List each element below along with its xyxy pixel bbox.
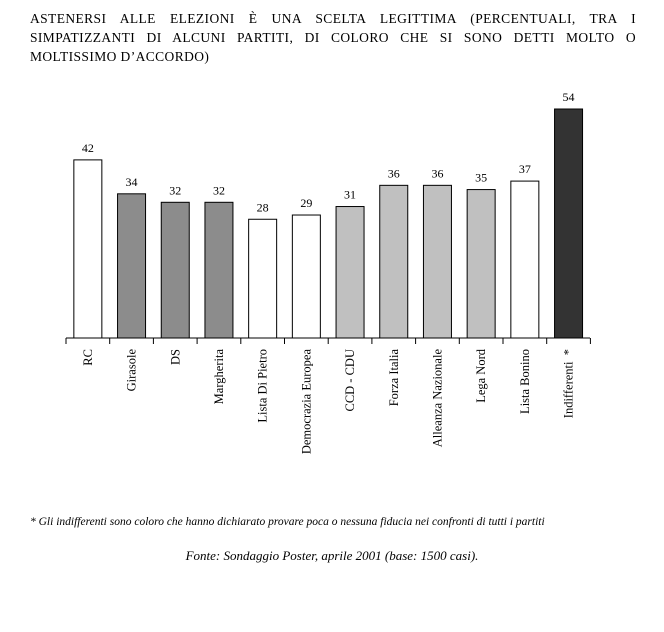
- bar: [205, 202, 233, 338]
- x-tick-label: Margherita: [211, 349, 226, 405]
- data-label: 35: [475, 170, 488, 185]
- bar: [249, 219, 277, 338]
- data-label: 32: [212, 183, 225, 198]
- data-label: 32: [169, 183, 182, 198]
- x-tick-label: Lista Bonino: [517, 349, 532, 414]
- bar: [118, 194, 146, 338]
- x-tick-label: Lega Nord: [474, 349, 489, 403]
- bar: [511, 181, 539, 338]
- bar: [336, 207, 364, 338]
- x-tick-label: Forza Italia: [386, 349, 401, 407]
- bar: [423, 185, 451, 338]
- data-label: 36: [431, 166, 444, 181]
- x-tick-label: Girasole: [124, 349, 139, 392]
- data-label: 37: [518, 162, 531, 177]
- x-tick-label: CCD - CDU: [343, 349, 358, 412]
- bar: [467, 190, 495, 338]
- bar: [380, 185, 408, 338]
- x-tick-label: Democrazia Europea: [299, 349, 314, 455]
- data-label: 31: [344, 187, 357, 202]
- data-label: 29: [300, 196, 313, 211]
- ticks-layer: [66, 338, 590, 344]
- data-label: 28: [256, 200, 269, 215]
- x-tick-label: DS: [168, 349, 183, 365]
- labels-layer: [81, 90, 576, 454]
- chart-title: ASTENERSI ALLE ELEZIONI È UNA SCELTA LEGITTIMA (PERCENTUALI, TRA I SIMPATIZZANTI DI ALCUNI PARTITI, DI COLORO CHE SI SONO DETTI MOLTO O MOLTISSIMO D’ACCORDO): [30, 11, 636, 64]
- x-tick-label: Lista Di Pietro: [255, 349, 270, 423]
- bar: [555, 109, 583, 338]
- data-label: 54: [562, 90, 575, 104]
- bars-layer: [74, 109, 583, 338]
- footnote: * Gli indifferenti sono coloro che hanno dichiarato provare poca o nessuna fiducia nei confronti di tutti i partiti: [30, 516, 545, 528]
- x-tick-label: Alleanza Nazionale: [430, 349, 445, 448]
- bar: [292, 215, 320, 338]
- source-note: Fonte: Sondaggio Poster, aprile 2001 (base: 1500 casi).: [185, 548, 479, 563]
- data-label: 36: [387, 166, 400, 181]
- bar: [161, 202, 189, 338]
- bar: [74, 160, 102, 338]
- data-label: 34: [125, 174, 138, 189]
- x-tick-label: RC: [80, 349, 95, 366]
- data-label: 42: [81, 140, 94, 155]
- x-tick-label: Indifferenti *: [561, 349, 576, 419]
